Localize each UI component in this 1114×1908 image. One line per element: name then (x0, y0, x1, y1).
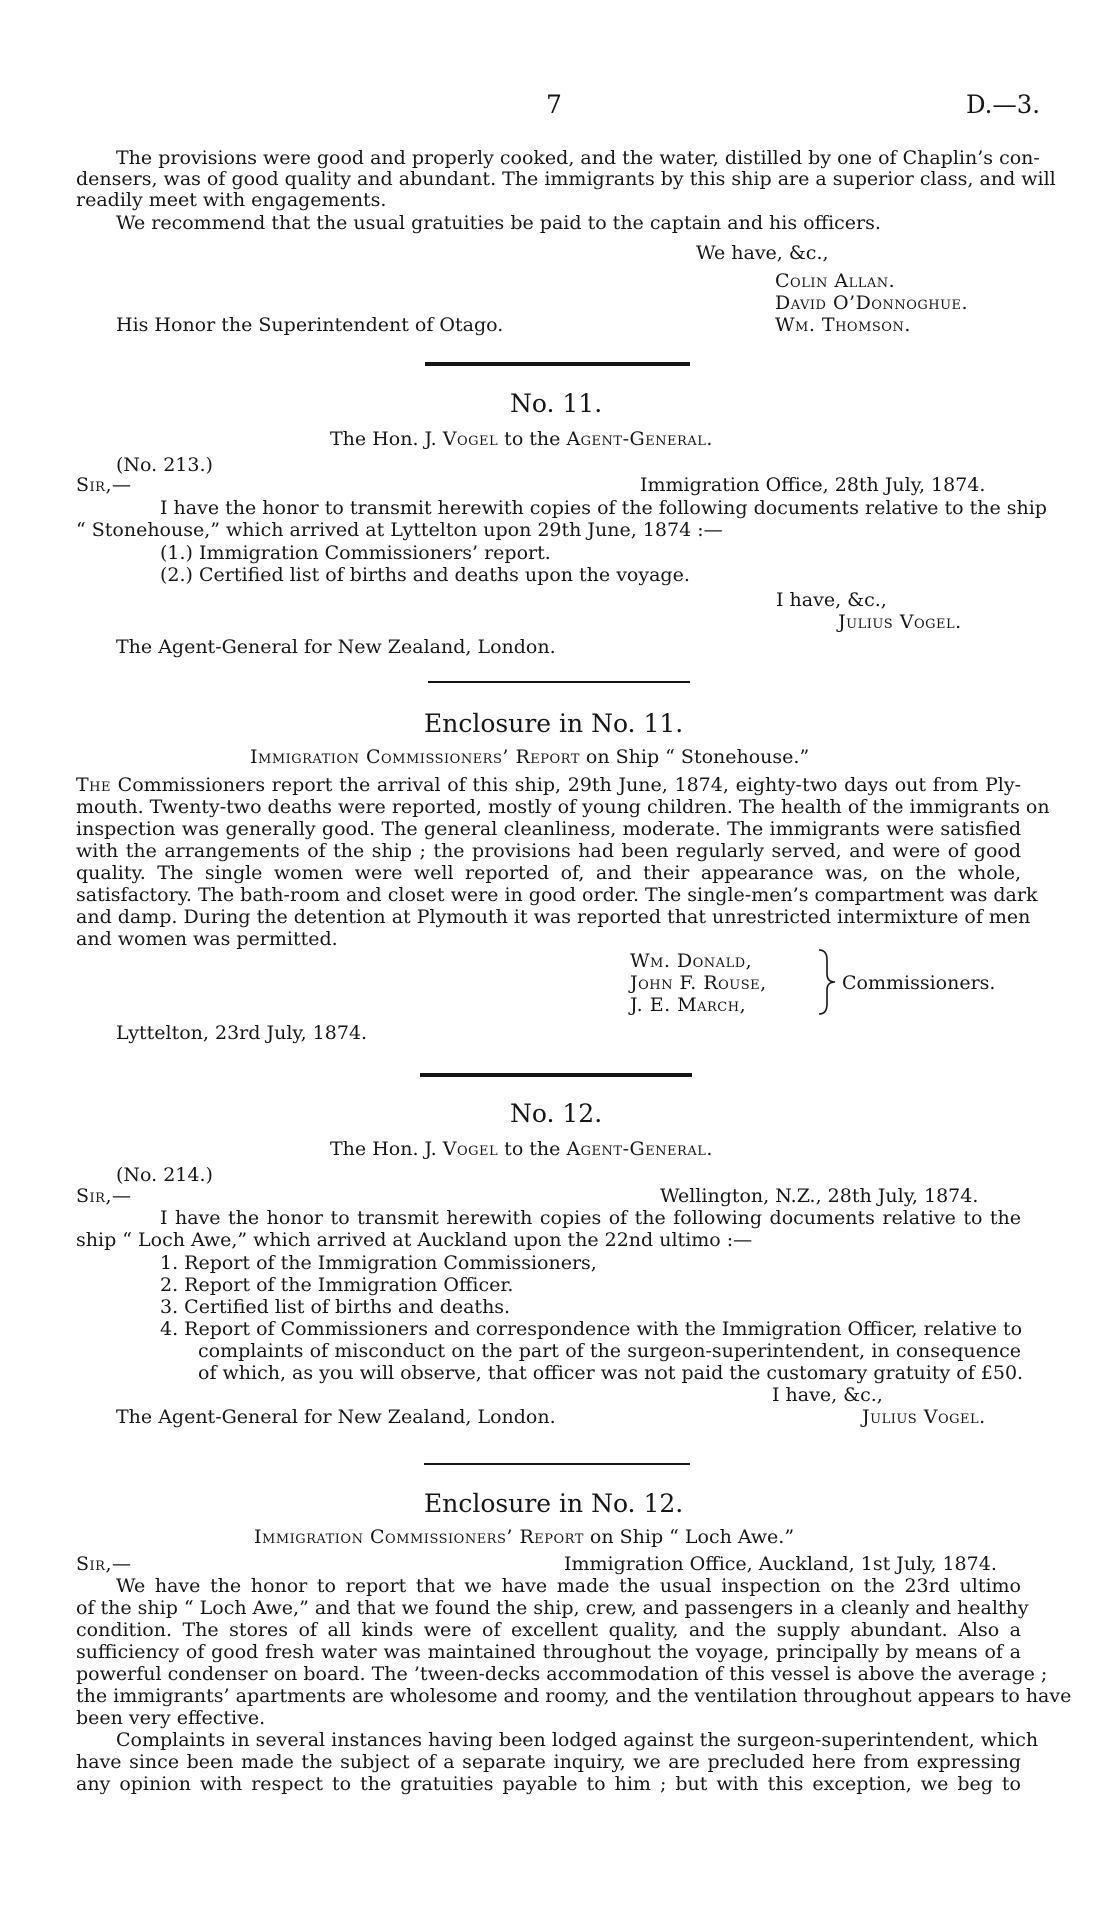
section-subtitle: Immigration Commissioners’ Report on Ship “ Loch Awe.” (254, 1526, 795, 1548)
signatory: J. E. March, (630, 994, 747, 1016)
report-paragraph-line: of the ship “ Loch Awe,” and that we found the ship, crew, and passengers in a cleanly and healthy (76, 1597, 1029, 1619)
place-date: Immigration Office, 28th July, 1874. (640, 474, 986, 496)
intro-addressee: His Honor the Superintendent of Otago. (116, 314, 504, 336)
report-paragraph-line: sufficiency of good fresh water was maintained throughout the voyage, principally by means of a (76, 1641, 1021, 1663)
report-paragraph-line: been very effective. (76, 1707, 266, 1729)
intro-recommend: We recommend that the usual gratuities be paid to the captain and his officers. (116, 212, 881, 234)
document-reference: D.—3. (966, 90, 1040, 119)
section-title: Enclosure in No. 12. (424, 1489, 684, 1518)
letter-signature: Julius Vogel. (862, 1406, 986, 1428)
document-list-item: (2.) Certified list of births and deaths upon the voyage. (160, 564, 690, 586)
letter-closing: I have, &c., (776, 589, 887, 611)
report-paragraph-line: inspection was generally good. The general cleanliness, moderate. The immigrants were satisfied (76, 818, 1021, 840)
salutation: Sir,— (76, 474, 132, 496)
intro-line: The provisions were good and properly cooked, and the water, distilled by one of Chaplin’s con- (116, 147, 1040, 169)
section-divider (428, 681, 690, 683)
place-date: Wellington, N.Z., 28th July, 1874. (660, 1185, 979, 1207)
report-paragraph-line: We have the honor to report that we have made the usual inspection on the 23rd ultimo (116, 1575, 1021, 1597)
report-paragraph-line: any opinion with respect to the gratuities payable to him ; but with this exception, we beg to (76, 1773, 1021, 1795)
intro-closing: We have, &c., (696, 242, 829, 264)
section-divider (424, 1463, 690, 1465)
document-list-item: 2. Report of the Immigration Officer. (160, 1274, 514, 1296)
intro-line: densers, was of good quality and abundant. The immigrants by this ship are a superior class, and will (76, 168, 1056, 190)
salutation: Sir,— (76, 1185, 132, 1207)
report-paragraph-line: with the arrangements of the ship ; the provisions had been regularly served, and were of good (76, 840, 1021, 862)
document-list-item-continued: complaints of misconduct on the part of the surgeon-superintendent, in consequence (198, 1340, 1021, 1362)
section-subtitle: The Hon. J. Vogel to the Agent-General. (330, 428, 713, 450)
letter-body-line: I have the honor to transmit herewith copies of the following documents relative to the ship (160, 497, 1047, 519)
letter-body-line: ship “ Loch Awe,” which arrived at Auckland upon the 22nd ultimo :— (76, 1229, 753, 1251)
document-list-item-continued: of which, as you will observe, that officer was not paid the customary gratuity of £50. (198, 1362, 1024, 1384)
report-paragraph-line: Complaints in several instances having been lodged against the surgeon-superintendent, which (116, 1729, 1039, 1751)
section-divider (420, 1073, 692, 1077)
letter-reference: (No. 213.) (116, 454, 213, 476)
letter-addressee: The Agent-General for New Zealand, London. (116, 1406, 556, 1428)
place-date: Lyttelton, 23rd July, 1874. (116, 1022, 368, 1044)
salutation: Sir,— (76, 1553, 132, 1575)
report-paragraph-line: have since been made the subject of a separate inquiry, we are precluded here from expressing (76, 1751, 1021, 1773)
report-paragraph-line: satisfactory. The bath-room and closet were in good order. The single-men’s compartment was dark (76, 884, 1038, 906)
signatory: Wm. Donald, (630, 950, 753, 972)
document-list-item: 4. Report of Commissioners and correspondence with the Immigration Officer, relative to (160, 1318, 1023, 1340)
report-paragraph-line: the immigrants’ apartments are wholesome and roomy, and the ventilation throughout appears to have (76, 1685, 1072, 1707)
page-number: 7 (546, 90, 562, 119)
report-paragraph-line: powerful condenser on board. The ’tween-decks accommodation of this vessel is above the average ; (76, 1663, 1048, 1685)
document-list-item: (1.) Immigration Commissioners’ report. (160, 542, 551, 564)
letter-reference: (No. 214.) (116, 1164, 213, 1186)
section-subtitle: The Hon. J. Vogel to the Agent-General. (330, 1138, 713, 1160)
report-paragraph-line: and women was permitted. (76, 928, 338, 950)
report-paragraph-line: quality. The single women were well reported of, and their appearance was, on the whole, (76, 862, 1021, 884)
letter-closing: I have, &c., (772, 1384, 883, 1406)
report-paragraph-line: mouth. Twenty-two deaths were reported, mostly of young children. The health of the immigrants on (76, 796, 1050, 818)
signatory: John F. Rouse, (630, 972, 767, 994)
intro-line: readily meet with engagements. (76, 189, 387, 211)
signatory-role: Commissioners. (842, 972, 996, 994)
section-title: Enclosure in No. 11. (424, 709, 684, 738)
document-list-item: 3. Certified list of births and deaths. (160, 1296, 511, 1318)
letter-addressee: The Agent-General for New Zealand, London. (116, 636, 556, 658)
letter-body-line: “ Stonehouse,” which arrived at Lyttelton upon 29th June, 1874 :— (76, 519, 723, 541)
section-subtitle: Immigration Commissioners’ Report on Ship “ Stonehouse.” (250, 746, 810, 768)
letter-signature: Julius Vogel. (838, 611, 962, 633)
section-title: No. 12. (510, 1099, 603, 1128)
document-list-item: 1. Report of the Immigration Commissioners, (160, 1252, 597, 1274)
section-divider (425, 362, 690, 366)
signatory: Wm. Thomson. (775, 314, 911, 336)
report-paragraph-line: The Commissioners report the arrival of this ship, 29th June, 1874, eighty-two days out from Ply- (76, 774, 1021, 796)
brace-icon (815, 946, 839, 1018)
signatory: David O’Donnoghue. (775, 292, 969, 314)
signatory: Colin Allan. (775, 270, 896, 292)
section-title: No. 11. (510, 389, 603, 418)
report-paragraph-line: and damp. During the detention at Plymouth it was reported that unrestricted intermixture of men (76, 906, 1031, 928)
place-date: Immigration Office, Auckland, 1st July, 1874. (564, 1553, 997, 1575)
report-paragraph-line: condition. The stores of all kinds were of excellent quality, and the supply abundant. Also a (76, 1619, 1021, 1641)
letter-body-line: I have the honor to transmit herewith copies of the following documents relative to the (160, 1207, 1021, 1229)
